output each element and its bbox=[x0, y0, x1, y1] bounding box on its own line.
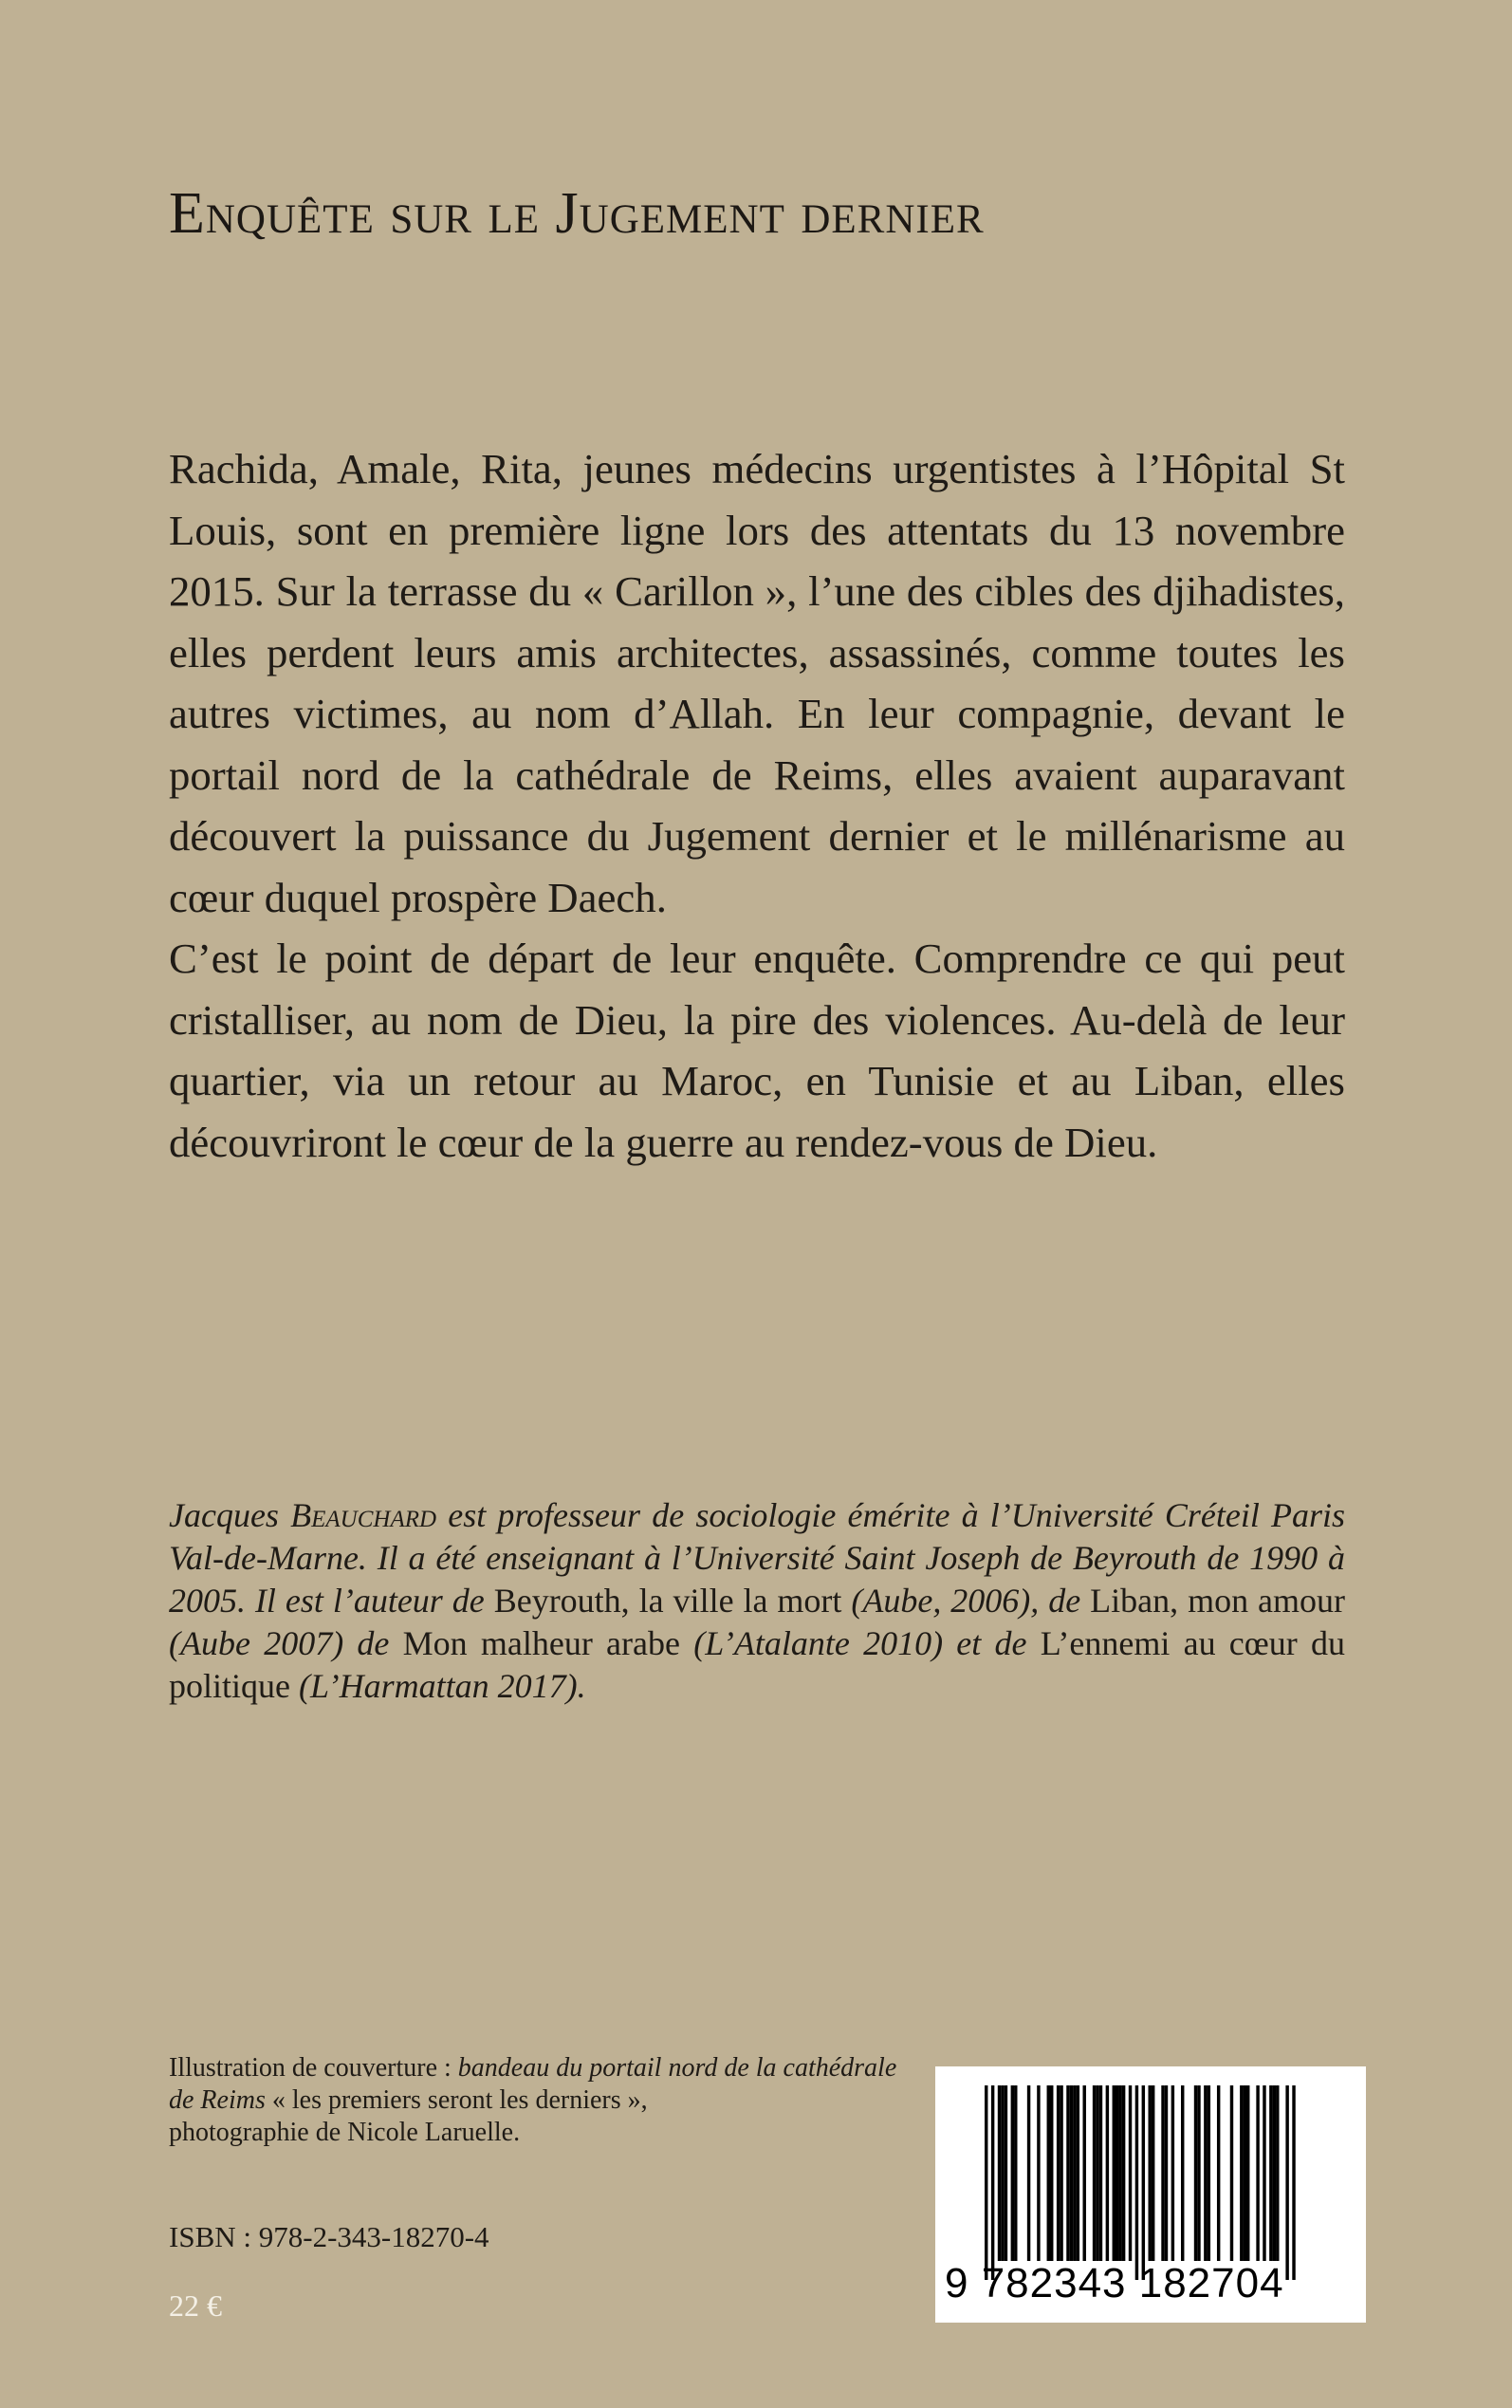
barcode-bar bbox=[1246, 2085, 1249, 2261]
barcode-bar bbox=[998, 2085, 1001, 2261]
barcode-bar bbox=[1066, 2085, 1069, 2261]
barcode-bar bbox=[1165, 2085, 1168, 2261]
barcode-bar bbox=[1093, 2085, 1096, 2261]
synopsis-paragraph-1: Rachida, Amale, Rita, jeunes médecins urgentistes à l’Hôpital St Louis, sont en première ligne lors des attentats du 13 novembre 2015. Sur la terrasse du « Carillon », l’une des cibles des djihadistes, elles perdent leurs amis architectes, assassinés, comme toutes les autres victimes, au nom d’Allah. En leur compagnie, devant le portail nord de la cathédrale de Reims, elles avaient auparavant découvert la puissance du Jugement dernier et le millénarisme au cœur duquel prospère Daech. bbox=[169, 445, 1345, 921]
barcode-bar bbox=[991, 2085, 994, 2280]
synopsis bbox=[169, 438, 1345, 1173]
book-ref-4: L’ennemi au cœur du politique bbox=[169, 1624, 1346, 1705]
credits-comma: , bbox=[640, 2085, 648, 2115]
book-ref-1: Beyrouth, la ville la mort bbox=[493, 1582, 842, 1620]
synopsis-paragraph-2: C’est le point de départ de leur enquête. Comprendre ce qui peut cristalliser, au nom de Dieu, la pire des violences. Au-delà de leur quartier, via un retour au Maroc, en Tunisie et au Liban, elles découvriront le cœur de la guerre au rendez-vous de Dieu. bbox=[169, 935, 1345, 1166]
barcode-bar bbox=[1116, 2085, 1118, 2261]
publisher-ref-3: (L’Atalante 2010) et de bbox=[693, 1624, 1027, 1662]
barcode-bar bbox=[1230, 2085, 1233, 2261]
barcode bbox=[935, 2066, 1366, 2323]
barcode-bar bbox=[1217, 2085, 1220, 2261]
barcode-bar bbox=[1083, 2085, 1086, 2261]
barcode-bar bbox=[1276, 2085, 1279, 2261]
barcode-bar bbox=[1161, 2085, 1164, 2261]
barcode-bar bbox=[1050, 2085, 1053, 2261]
barcode-bar bbox=[1014, 2085, 1017, 2261]
barcode-bar bbox=[1057, 2085, 1060, 2261]
isbn: ISBN : 978-2-343-18270-4 bbox=[169, 2220, 489, 2253]
barcode-bar bbox=[1027, 2085, 1030, 2261]
barcode-bar bbox=[1077, 2085, 1079, 2261]
book-ref-2: Liban, mon amour bbox=[1090, 1582, 1345, 1620]
barcode-bar bbox=[1285, 2085, 1288, 2280]
book-title: Enquête sur le Jugement dernier bbox=[169, 181, 985, 246]
barcode-bar bbox=[1129, 2085, 1132, 2261]
barcode-bar bbox=[1256, 2085, 1259, 2261]
barcode-bar bbox=[1135, 2085, 1138, 2280]
book-ref-3: Mon malheur arabe bbox=[402, 1624, 680, 1662]
barcode-bar bbox=[1269, 2085, 1272, 2261]
barcode-bar bbox=[1181, 2085, 1184, 2261]
barcode-bar bbox=[1001, 2085, 1004, 2261]
author-last-name: Beauchard bbox=[290, 1496, 437, 1534]
author-bio bbox=[169, 1494, 1345, 1708]
barcode-bar bbox=[1142, 2085, 1145, 2280]
barcode-bar bbox=[1011, 2085, 1014, 2261]
barcode-bar bbox=[1073, 2085, 1076, 2261]
barcode-bar bbox=[1292, 2085, 1295, 2280]
price: 22 € bbox=[169, 2288, 222, 2323]
barcode-bar bbox=[1099, 2085, 1102, 2261]
publisher-ref-2: (Aube 2007) de bbox=[169, 1624, 390, 1662]
barcode-bar bbox=[1122, 2085, 1125, 2261]
barcode-bar bbox=[1070, 2085, 1073, 2261]
barcode-digits: 9 782343 182704 bbox=[945, 2260, 1284, 2306]
barcode-bar bbox=[1106, 2085, 1109, 2261]
barcode-bar bbox=[1204, 2085, 1207, 2261]
barcode-bar bbox=[1047, 2085, 1050, 2261]
barcode-bar bbox=[1118, 2085, 1121, 2261]
barcode-bar bbox=[1197, 2085, 1200, 2261]
credits-description: bandeau du portail nord de la cathédrale de Reims bbox=[169, 2053, 897, 2115]
barcode-bar bbox=[1194, 2085, 1197, 2261]
barcode-bar bbox=[1060, 2085, 1062, 2261]
barcode-bar bbox=[1171, 2085, 1174, 2261]
barcode-bar bbox=[1208, 2085, 1210, 2261]
credits-label: Illustration de couverture : bbox=[169, 2053, 452, 2083]
barcode-bar bbox=[1263, 2085, 1265, 2261]
author-first-name: Jacques bbox=[169, 1496, 279, 1534]
barcode-bar bbox=[1244, 2085, 1246, 2261]
barcode-bar bbox=[1152, 2085, 1154, 2261]
barcode-bar bbox=[1149, 2085, 1152, 2261]
barcode-bar bbox=[985, 2085, 987, 2280]
barcode-bar bbox=[1273, 2085, 1276, 2261]
barcode-bar bbox=[1113, 2085, 1116, 2261]
barcode-bar bbox=[1240, 2085, 1243, 2261]
barcode-bar bbox=[1037, 2085, 1040, 2261]
barcode-bar bbox=[1096, 2085, 1098, 2261]
publisher-ref-4: (L’Harmattan 2017). bbox=[299, 1667, 586, 1705]
barcode-bar bbox=[1005, 2085, 1007, 2261]
cover-illustration-credits bbox=[169, 2052, 909, 2149]
publisher-ref-1: (Aube, 2006), de bbox=[851, 1582, 1081, 1620]
credits-quote: « les premiers seront les derniers » bbox=[271, 2085, 641, 2115]
credits-photographer: photographie de Nicole Laruelle. bbox=[169, 2118, 521, 2147]
author-bio-text: est professeur de sociologie émérite à l’Université Créteil Paris Val-de-Marne. Il a été enseignant à l’Université Saint Joseph de Beyrouth de 1990 à 2005. Il est l’auteur de bbox=[169, 1496, 1346, 1620]
